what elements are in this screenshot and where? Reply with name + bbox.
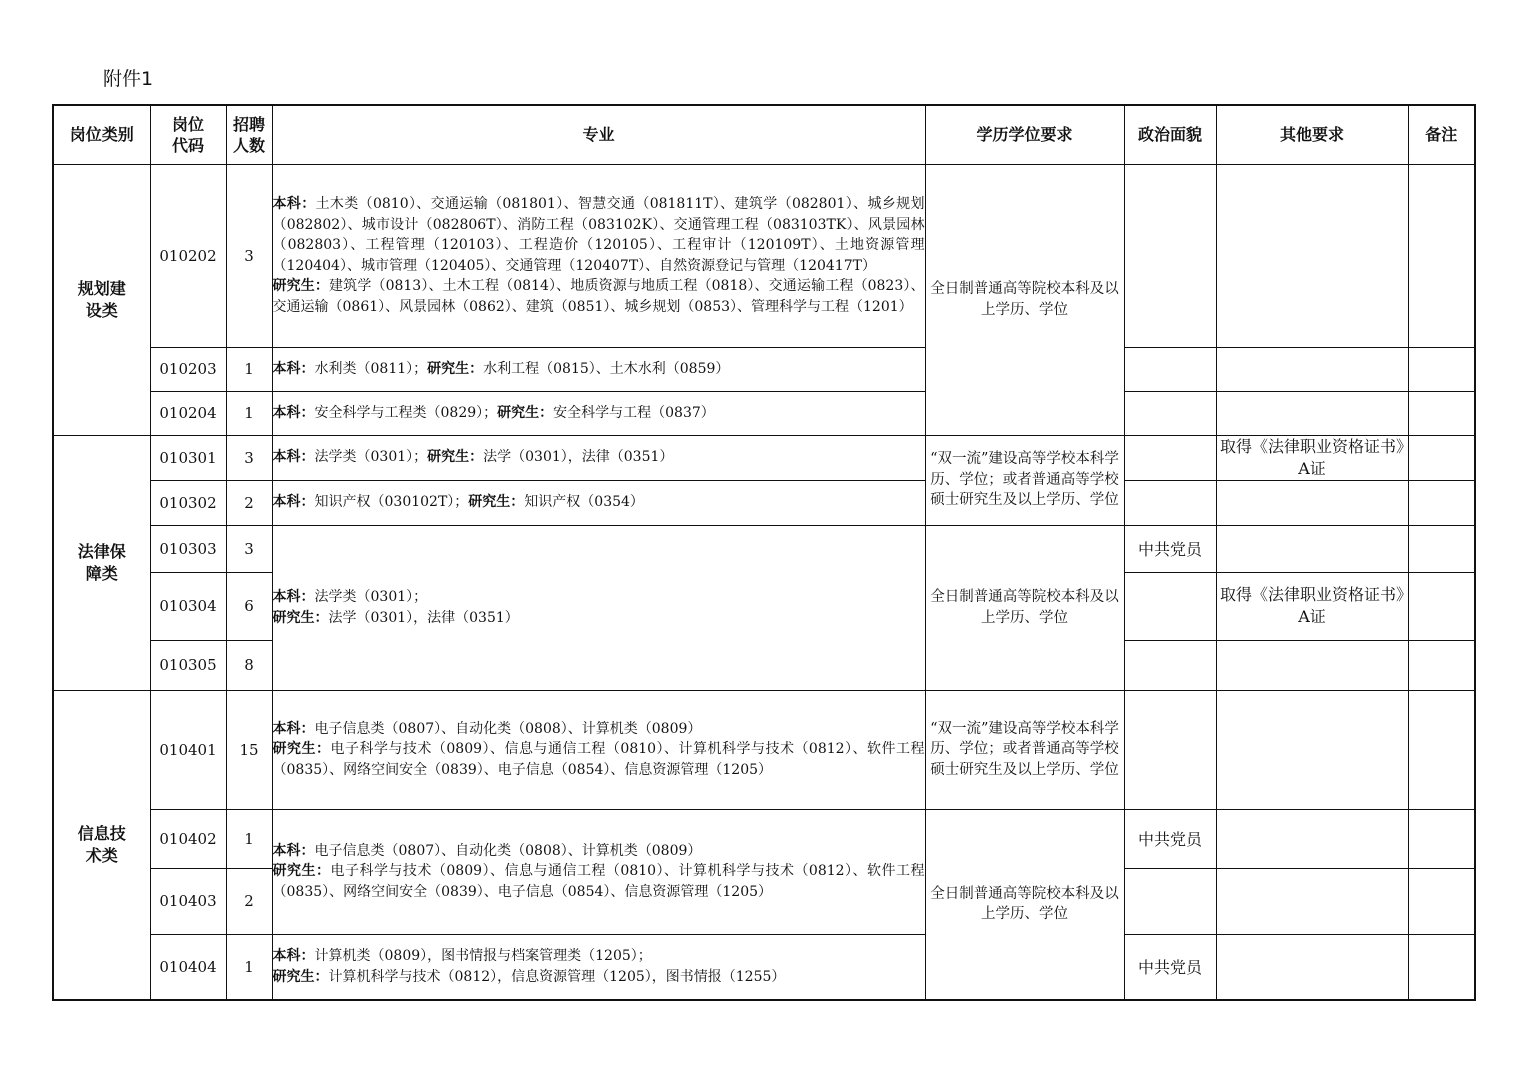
- grad-majors: 电子科学与技术（0809）、信息与通信工程（0810）、计算机科学与技术（0812）、软件工程（0835）、网络空间安全（0839）、电子信息（0854）、信息资源管理（1205）: [272, 863, 925, 900]
- remark-cell: [1408, 480, 1475, 525]
- header-other: 其他要求: [1216, 105, 1408, 164]
- table-row: [53, 525, 1475, 572]
- education-cell: “双一流”建设高等学校本科学历、学位；或者普通高等学校硕士研究生及以上学历、学位: [925, 435, 1124, 525]
- grad-majors: 法学（0301），法律（0351）: [328, 609, 519, 626]
- undergrad-majors: 法学类（0301）；: [314, 449, 428, 466]
- other-cell: 取得《法律职业资格证书》A证: [1216, 572, 1408, 640]
- position-code: 010305: [150, 640, 226, 690]
- grad-majors: 电子科学与技术（0809）、信息与通信工程（0810）、计算机科学与技术（0812）、软件工程（0835）、网络空间安全（0839）、电子信息（0854）、信息资源管理（1205）: [272, 741, 925, 778]
- position-code: 010403: [150, 868, 226, 934]
- undergrad-majors: 知识产权（030102T）；: [314, 494, 469, 511]
- grad-label: 研究生：: [272, 863, 331, 880]
- grad-label: 研究生：: [272, 968, 329, 985]
- education-cell: 全日制普通高等院校本科及以上学历、学位: [925, 525, 1124, 690]
- position-code: 010404: [150, 934, 226, 1000]
- grad-label: 研究生：: [272, 609, 329, 626]
- header-count: 招聘人数: [226, 105, 272, 164]
- major-cell: [272, 164, 925, 347]
- major-cell: [272, 435, 925, 480]
- undergrad-majors: 计算机类（0809），图书情报与档案管理类（1205）；: [314, 948, 652, 965]
- other-cell: [1216, 480, 1408, 525]
- category-it: 信息技术类: [53, 690, 150, 1000]
- table-row: [53, 391, 1475, 435]
- other-cell: [1216, 640, 1408, 690]
- grad-majors: 水利工程（0815）、土木水利（0859）: [483, 360, 730, 377]
- education-cell: 全日制普通高等院校本科及以上学历、学位: [925, 809, 1124, 1000]
- header-row: [53, 105, 1475, 164]
- undergrad-label: 本科：: [272, 196, 316, 212]
- political-cell: [1124, 347, 1216, 391]
- position-code: 010301: [150, 435, 226, 480]
- undergrad-majors: 水利类（0811）；: [314, 360, 428, 377]
- major-cell: [272, 391, 925, 435]
- header-major: 专业: [272, 105, 925, 164]
- category-planning: 规划建设类: [53, 164, 150, 435]
- remark-cell: [1408, 809, 1475, 868]
- undergrad-label: 本科：: [272, 948, 315, 965]
- political-cell: 中共党员: [1124, 934, 1216, 1000]
- hire-count: 15: [226, 690, 272, 809]
- education-cell: 全日制普通高等院校本科及以上学历、学位: [925, 164, 1124, 435]
- undergrad-label: 本科：: [272, 449, 315, 466]
- other-cell: [1216, 347, 1408, 391]
- grad-majors: 计算机科学与技术（0812），信息资源管理（1205），图书情报（1255）: [328, 968, 786, 985]
- grad-label: 研究生：: [272, 741, 331, 758]
- grad-label: 研究生：: [497, 404, 554, 421]
- major-cell: [272, 480, 925, 525]
- undergrad-label: 本科：: [272, 360, 315, 377]
- hire-count: 2: [226, 480, 272, 525]
- header-category: 岗位类别: [53, 105, 150, 164]
- undergrad-label: 本科：: [272, 842, 315, 859]
- remark-cell: [1408, 347, 1475, 391]
- position-code: 010304: [150, 572, 226, 640]
- remark-cell: [1408, 391, 1475, 435]
- remark-cell: [1408, 572, 1475, 640]
- position-code: 010204: [150, 391, 226, 435]
- political-cell: [1124, 690, 1216, 809]
- position-code: 010202: [150, 164, 226, 347]
- other-cell: [1216, 525, 1408, 572]
- grad-majors: 知识产权（0354）: [524, 494, 644, 511]
- other-cell: [1216, 391, 1408, 435]
- grad-majors: 建筑学（0813）、土木工程（0814）、地质资源与地质工程（0818）、交通运输工程（0823）、交通运输（0861）、风景园林（0862）、建筑（0851）、城乡规划（0853）、管理科学与工程（1201）: [272, 278, 925, 315]
- political-cell: [1124, 480, 1216, 525]
- undergrad-label: 本科：: [272, 720, 315, 737]
- political-cell: [1124, 435, 1216, 480]
- undergrad-label: 本科：: [272, 589, 315, 605]
- political-cell: 中共党员: [1124, 809, 1216, 868]
- position-code: 010401: [150, 690, 226, 809]
- table-row: [53, 934, 1475, 1000]
- hire-count: 8: [226, 640, 272, 690]
- hire-count: 1: [226, 809, 272, 868]
- recruitment-table: [52, 104, 1476, 1001]
- political-cell: 中共党员: [1124, 525, 1216, 572]
- position-code: 010303: [150, 525, 226, 572]
- header-code: 岗位代码: [150, 105, 226, 164]
- grad-label: 研究生：: [272, 278, 330, 294]
- grad-label: 研究生：: [427, 360, 484, 377]
- other-cell: [1216, 809, 1408, 868]
- other-cell: [1216, 690, 1408, 809]
- remark-cell: [1408, 164, 1475, 347]
- table-row: [53, 347, 1475, 391]
- table-row: [53, 809, 1475, 868]
- table-row: [53, 690, 1475, 809]
- table-row: [53, 435, 1475, 480]
- undergrad-label: 本科：: [272, 494, 315, 511]
- undergrad-majors: 土木类（0810）、交通运输（081801）、智慧交通（081811T）、建筑学（082801）、城乡规划（082802）、城市设计（082806T）、消防工程（083102K）、交通管理工程（083103TK）、风景园林（082803）、工程管理（120103）、工程造价（120105）、工程审计（120109T）、土地资源管理（120404）、城市管理（120405）、交通管理（120407T）、自然资源登记与管理（120417T）: [272, 196, 925, 274]
- other-cell: 取得《法律职业资格证书》A证: [1216, 435, 1408, 480]
- header-remark: 备注: [1408, 105, 1475, 164]
- education-cell: “双一流”建设高等学校本科学历、学位；或者普通高等学校硕士研究生及以上学历、学位: [925, 690, 1124, 809]
- political-cell: [1124, 164, 1216, 347]
- table-row: [53, 480, 1475, 525]
- hire-count: 1: [226, 934, 272, 1000]
- remark-cell: [1408, 690, 1475, 809]
- hire-count: 3: [226, 435, 272, 480]
- remark-cell: [1408, 640, 1475, 690]
- other-cell: [1216, 934, 1408, 1000]
- undergrad-majors: 电子信息类（0807）、自动化类（0808）、计算机类（0809）: [314, 842, 702, 859]
- remark-cell: [1408, 934, 1475, 1000]
- undergrad-majors: 安全科学与工程类（0829）；: [314, 404, 498, 421]
- hire-count: 1: [226, 391, 272, 435]
- position-code: 010203: [150, 347, 226, 391]
- political-cell: [1124, 391, 1216, 435]
- major-cell: [272, 525, 925, 690]
- undergrad-majors: 电子信息类（0807）、自动化类（0808）、计算机类（0809）: [314, 720, 702, 737]
- undergrad-majors: 法学类（0301）；: [314, 589, 428, 605]
- political-cell: [1124, 572, 1216, 640]
- remark-cell: [1408, 868, 1475, 934]
- grad-majors: 法学（0301），法律（0351）: [483, 449, 674, 466]
- grad-label: 研究生：: [427, 449, 484, 466]
- political-cell: [1124, 868, 1216, 934]
- hire-count: 1: [226, 347, 272, 391]
- major-cell: [272, 347, 925, 391]
- grad-label: 研究生：: [468, 494, 525, 511]
- grad-majors: 安全科学与工程（0837）: [553, 404, 715, 421]
- remark-cell: [1408, 435, 1475, 480]
- category-law: 法律保障类: [53, 435, 150, 690]
- major-cell: [272, 809, 925, 934]
- hire-count: 6: [226, 572, 272, 640]
- remark-cell: [1408, 525, 1475, 572]
- major-cell: [272, 690, 925, 809]
- other-cell: [1216, 868, 1408, 934]
- position-code: 010402: [150, 809, 226, 868]
- other-cell: [1216, 164, 1408, 347]
- undergrad-label: 本科：: [272, 404, 315, 421]
- hire-count: 3: [226, 164, 272, 347]
- major-cell: [272, 934, 925, 1000]
- political-cell: [1124, 640, 1216, 690]
- attachment-label: 附件1: [103, 68, 154, 90]
- header-political: 政治面貌: [1124, 105, 1216, 164]
- hire-count: 2: [226, 868, 272, 934]
- header-education: 学历学位要求: [925, 105, 1124, 164]
- hire-count: 3: [226, 525, 272, 572]
- table-row: [53, 164, 1475, 347]
- position-code: 010302: [150, 480, 226, 525]
